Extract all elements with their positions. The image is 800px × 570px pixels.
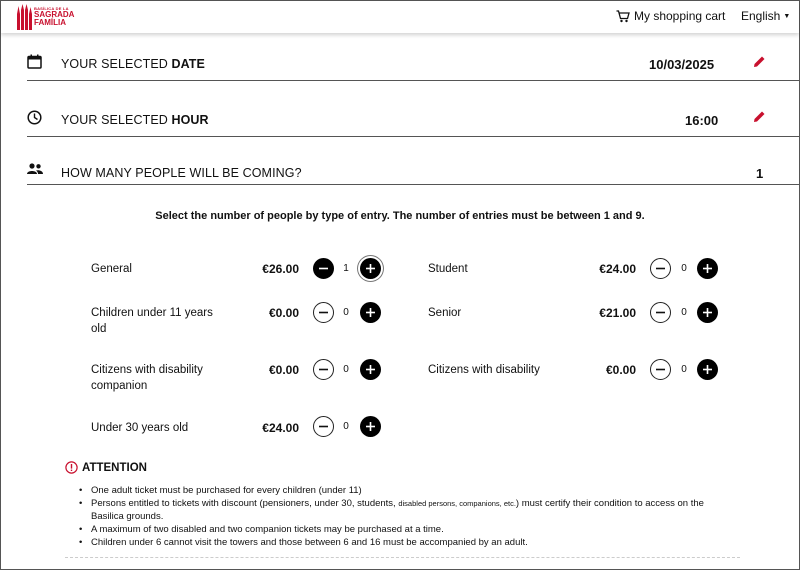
disability-minus-button[interactable] — [650, 359, 671, 380]
minus-icon — [656, 264, 665, 273]
shopping-cart-link[interactable] — [616, 9, 725, 23]
hour-label: YOUR SELECTED HOUR — [61, 113, 209, 127]
student-quantity: 0 — [681, 263, 687, 274]
date-label: YOUR SELECTED DATE — [61, 57, 205, 71]
list-item: • A maximum of two disabled and two companion tickets may be purchased at a time. — [79, 523, 729, 536]
general-minus-button[interactable] — [313, 258, 334, 279]
under-30-plus-button[interactable] — [360, 416, 381, 437]
minus-icon — [319, 422, 328, 431]
clock-icon — [27, 110, 42, 125]
entry-under-30-label: Under 30 years old — [91, 422, 189, 434]
edit-date-pencil-icon[interactable] — [753, 55, 766, 68]
attention-list — [79, 484, 729, 549]
children-quantity: 0 — [343, 307, 349, 318]
minus-icon — [656, 308, 665, 317]
date-value: 10/03/2025 — [649, 57, 715, 72]
hour-value: 16:00 — [685, 113, 719, 128]
language-label: English — [741, 9, 781, 23]
top-header — [1, 1, 799, 33]
entry-instructions: Select the number of people by type of entry. The number of entries must be between 1 and 9. — [155, 210, 645, 222]
entry-disability-label: Citizens with disability — [428, 364, 540, 376]
entry-senior-price: €21.00 — [599, 306, 636, 320]
entry-children-label: Children under 11 years old — [91, 307, 213, 335]
section-divider — [65, 557, 740, 558]
plus-icon — [366, 308, 375, 317]
under-30-minus-button[interactable] — [313, 416, 334, 437]
general-quantity: 1 — [343, 263, 349, 274]
disability-companion-quantity: 0 — [343, 364, 349, 375]
list-item: • One adult ticket must be purchased for every children (under 11) — [79, 484, 729, 497]
general-plus-button[interactable] — [360, 258, 381, 279]
plus-icon — [366, 422, 375, 431]
minus-icon — [656, 365, 665, 374]
under-30-quantity: 0 — [343, 421, 349, 432]
alert-circle-icon — [65, 461, 78, 474]
entry-student-label: Student — [428, 263, 468, 275]
edit-hour-pencil-icon[interactable] — [753, 110, 766, 123]
children-plus-button[interactable] — [360, 302, 381, 323]
entry-under-30-price: €24.00 — [262, 421, 299, 435]
disability-companion-minus-button[interactable] — [313, 359, 334, 380]
minus-icon — [319, 365, 328, 374]
plus-icon — [366, 365, 375, 374]
selected-date-row — [27, 47, 799, 81]
plus-icon — [703, 264, 712, 273]
attention-title-text: ATTENTION — [82, 461, 147, 474]
attention-title — [65, 461, 147, 474]
language-selector[interactable] — [741, 9, 790, 23]
disability-plus-button[interactable] — [697, 359, 718, 380]
senior-plus-button[interactable] — [697, 302, 718, 323]
entry-disability-companion-price: €0.00 — [268, 363, 299, 377]
list-item: • Children under 6 cannot visit the towers and those between 6 and 16 must be accompanied by an adult. — [79, 536, 729, 549]
entry-children-price: €0.00 — [268, 306, 299, 320]
people-count-row — [27, 157, 799, 185]
entry-general-price: €26.00 — [262, 262, 299, 276]
senior-quantity: 0 — [681, 307, 687, 318]
caret-down-icon: ▼ — [783, 12, 791, 20]
logo-text-line1: BASÍLICA DE LA — [34, 6, 69, 11]
cart-label: My shopping cart — [634, 9, 726, 23]
entry-disability-companion-label: Citizens with disability companion — [91, 364, 203, 392]
student-minus-button[interactable] — [650, 258, 671, 279]
people-count-value: 1 — [756, 166, 764, 181]
children-minus-button[interactable] — [313, 302, 334, 323]
shopping-cart-icon — [616, 10, 630, 23]
plus-icon — [703, 365, 712, 374]
plus-icon — [366, 264, 375, 273]
plus-icon — [703, 308, 712, 317]
people-icon — [27, 163, 43, 175]
entry-student-price: €24.00 — [599, 262, 636, 276]
entry-disability-price: €0.00 — [605, 363, 636, 377]
entry-general-label: General — [91, 263, 132, 275]
basilica-towers-icon — [16, 4, 32, 30]
calendar-icon — [27, 54, 42, 69]
logo-text-line2: SAGRADA — [34, 10, 75, 19]
disability-quantity: 0 — [681, 364, 687, 375]
list-item: • Persons entitled to tickets with discount (pensioners, under 30, students, disabled persons, companions, etc.) must certify their condition to access on the Basilica grounds. — [79, 497, 729, 523]
student-plus-button[interactable] — [697, 258, 718, 279]
senior-minus-button[interactable] — [650, 302, 671, 323]
selected-hour-row — [27, 103, 799, 137]
logo-text-line3: FAMÍLIA — [34, 18, 66, 27]
entry-senior-label: Senior — [428, 307, 462, 319]
sagrada-familia-logo[interactable] — [16, 3, 74, 31]
people-question-label: HOW MANY PEOPLE WILL BE COMING? — [61, 166, 302, 180]
minus-icon — [319, 308, 328, 317]
minus-icon — [319, 264, 328, 273]
attention-section — [65, 461, 704, 548]
disability-companion-plus-button[interactable] — [360, 359, 381, 380]
